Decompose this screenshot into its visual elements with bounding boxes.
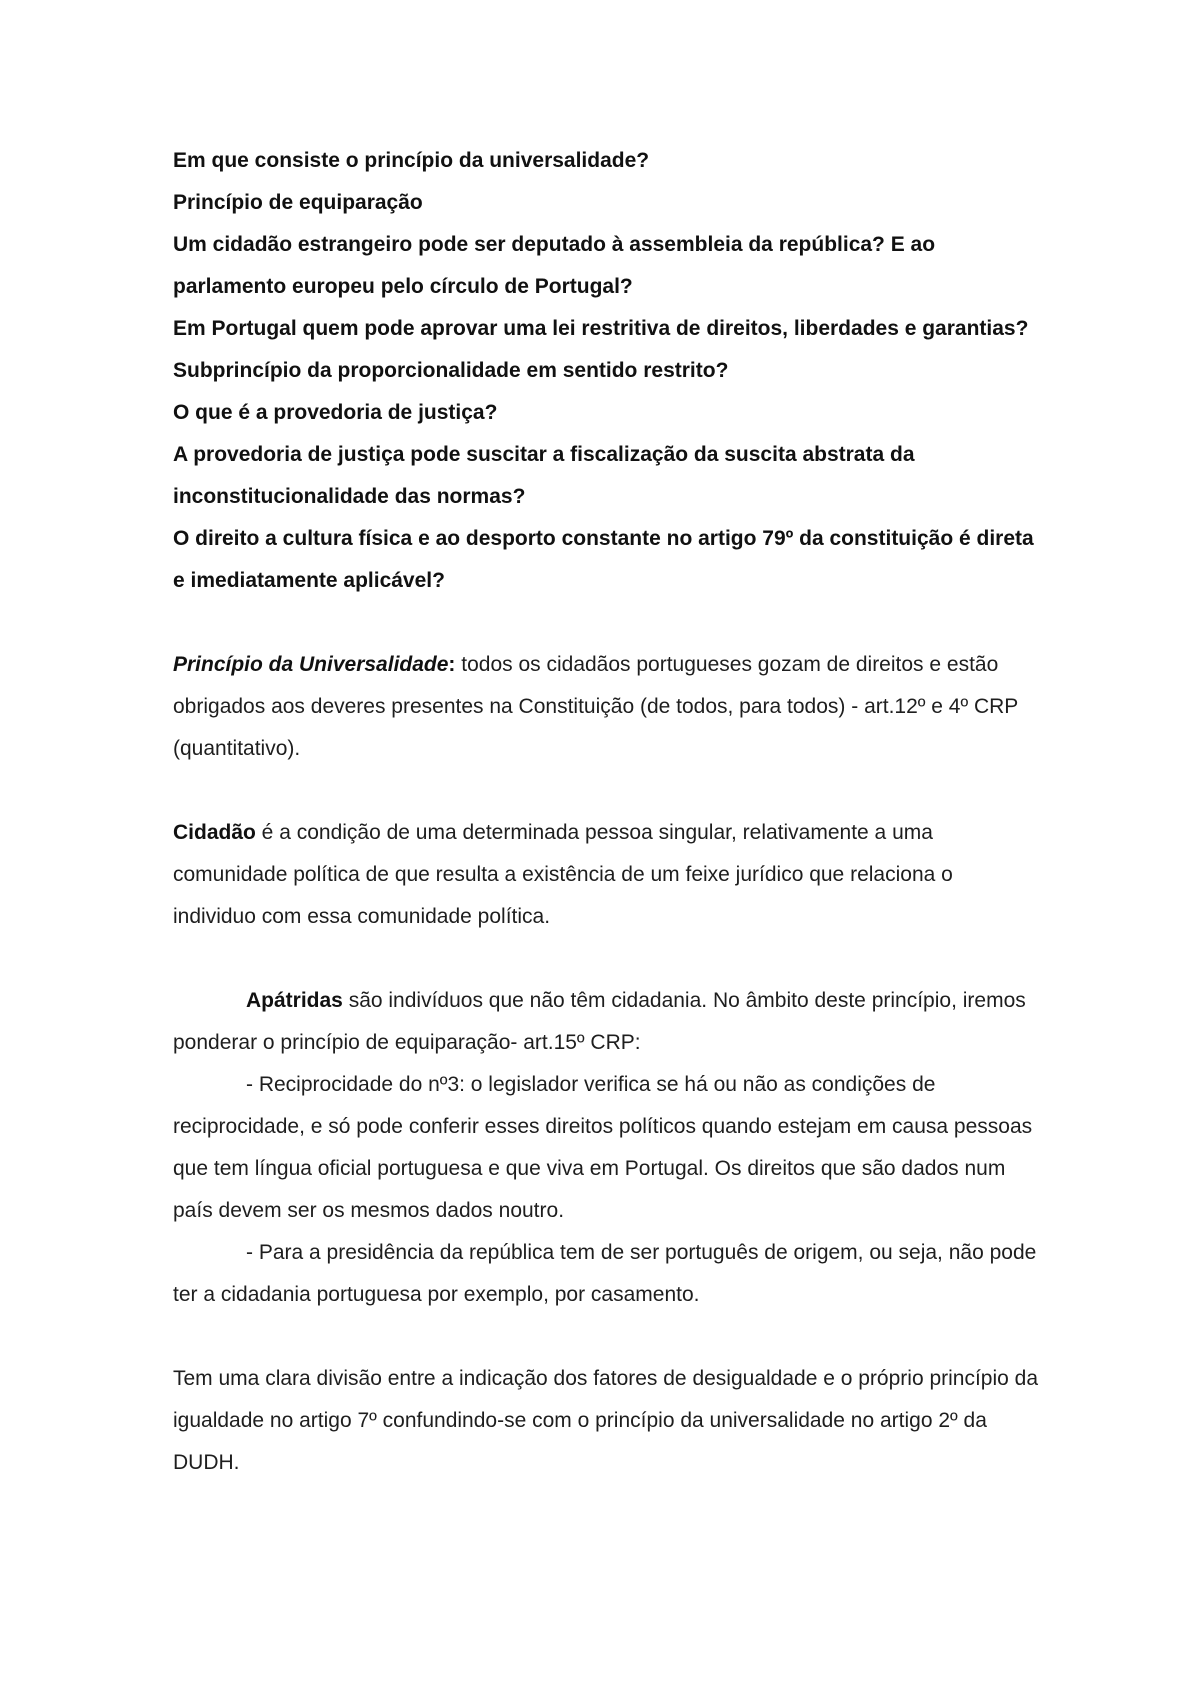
universalidade-colon: : (448, 653, 456, 676)
universalidade-text: todos os cidadãos portugueses gozam de direitos e estão obrigados aos deveres presentes na Constituição (de todos, para todos) - art.12º e 4º CRP (quantitativo). (173, 653, 1018, 760)
question-item: Em Portugal quem pode aprovar uma lei restritiva de direitos, liberdades e garantias? (173, 317, 1029, 340)
question-item: O que é a provedoria de justiça? (173, 401, 498, 424)
apatridas-text: são indivíduos que não têm cidadania. No âmbito deste princípio, iremos ponderar o princípio de equiparação- art.15º CRP: (173, 989, 1026, 1054)
question-item: Um cidadão estrangeiro pode ser deputado à assembleia da república? E ao parlamento europeu pelo círculo de Portugal? (173, 233, 936, 298)
document-body (173, 140, 1041, 1484)
cidadao-text: é a condição de uma determinada pessoa singular, relativamente a uma comunidade política de que resulta a existência de um feixe jurídico que relaciona o individuo com essa comunidade política. (173, 821, 953, 928)
cidadao-term: Cidadão (173, 821, 256, 844)
spacer (173, 770, 1041, 812)
spacer (173, 602, 1041, 644)
question-item: Princípio de equiparação (173, 191, 423, 214)
spacer (173, 1316, 1041, 1358)
universalidade-term: Princípio da Universalidade (173, 653, 449, 676)
question-list (173, 140, 1041, 602)
universalidade-paragraph (173, 644, 1041, 770)
question-item: Em que consiste o princípio da universalidade? (173, 149, 650, 172)
question-item: A provedoria de justiça pode suscitar a fiscalização da suscita abstrata da inconstitucionalidade das normas? (173, 443, 915, 508)
spacer (173, 938, 1041, 980)
closing-paragraph: Tem uma clara divisão entre a indicação dos fatores de desigualdade e o próprio princípio da igualdade no artigo 7º confundindo-se com o princípio da universalidade no artigo 2º da DUDH. (173, 1367, 1039, 1474)
apatridas-paragraph (173, 980, 1041, 1064)
cidadao-paragraph (173, 812, 1041, 938)
question-item: O direito a cultura física e ao desporto constante no artigo 79º da constituição é direta e imediatamente aplicável? (173, 527, 1034, 592)
reciprocidade-paragraph: - Reciprocidade do nº3: o legislador verifica se há ou não as condições de reciprocidade, e só pode conferir esses direitos políticos quando estejam em causa pessoas que tem língua oficial portuguesa e que viva em Portugal. Os direitos que são dados num país devem ser os mesmos dados noutro. (173, 1073, 1033, 1222)
presidencia-paragraph: - Para a presidência da república tem de ser português de origem, ou seja, não pode ter a cidadania portuguesa por exemplo, por casamento. (173, 1241, 1037, 1306)
question-item: Subprincípio da proporcionalidade em sentido restrito? (173, 359, 729, 382)
apatridas-term: Apátridas (246, 989, 343, 1012)
